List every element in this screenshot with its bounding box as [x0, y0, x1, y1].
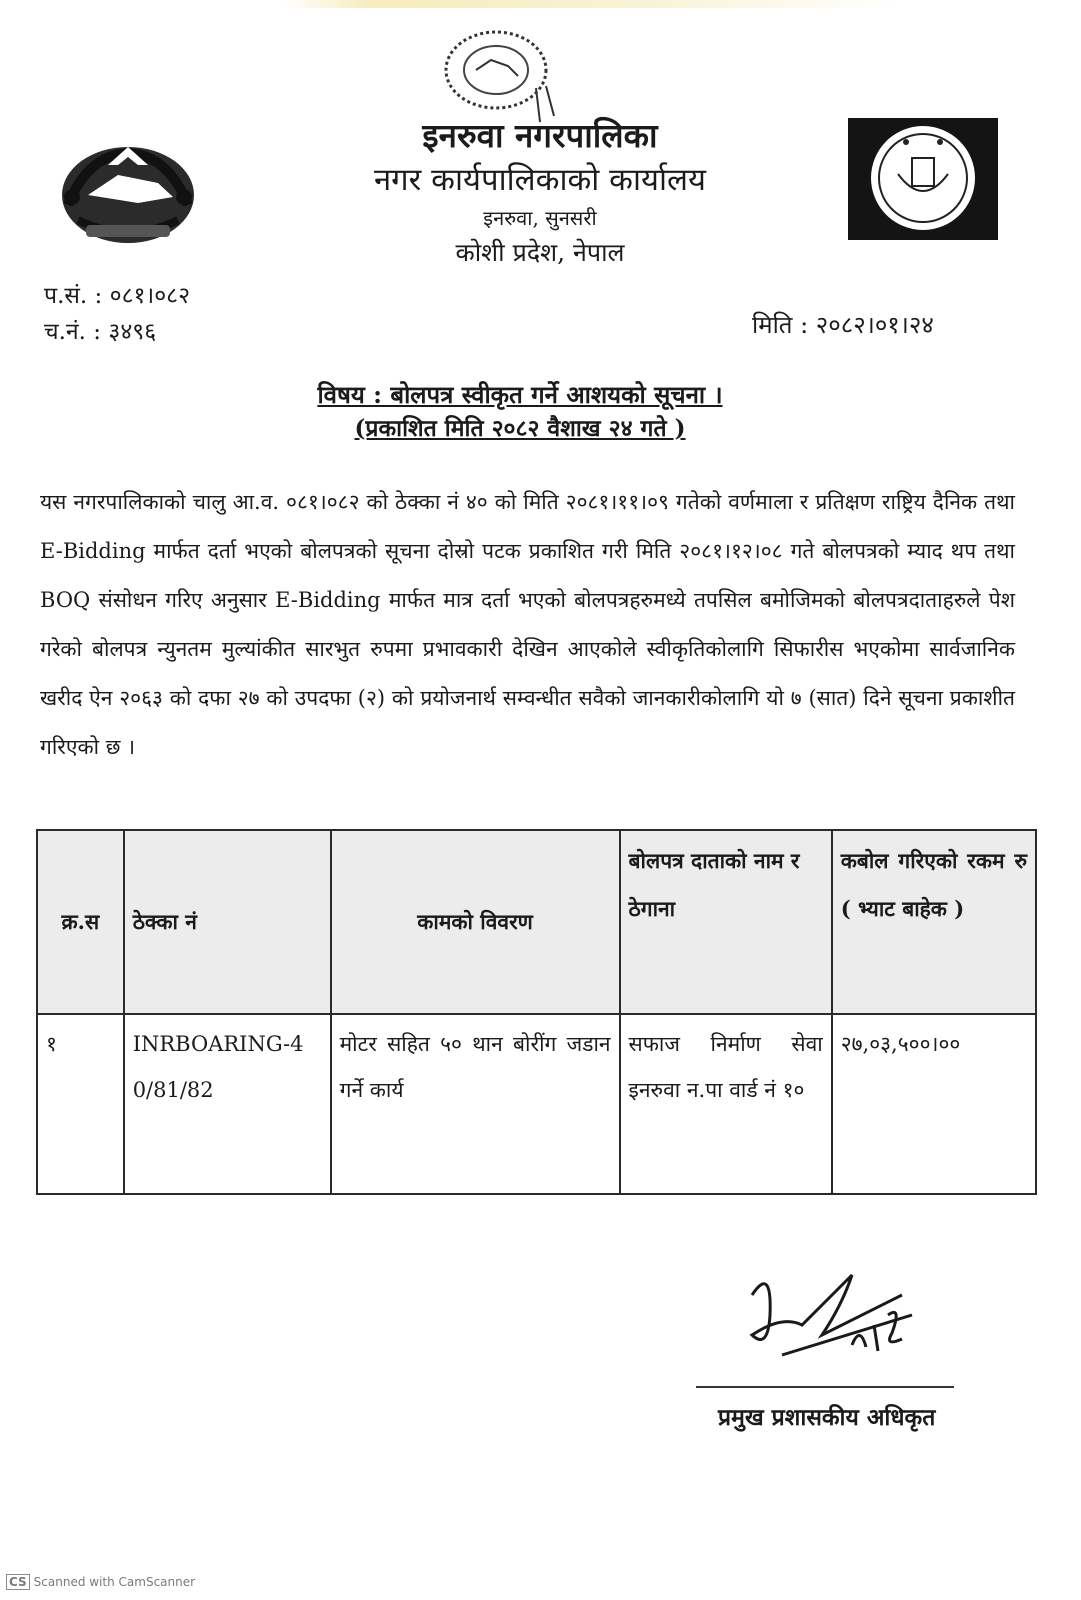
- notice-body: यस नगरपालिकाको चालु आ.व. ०८१।०८२ को ठेक्का नं ४० को मिति २०८१।११।०९ गतेको वर्णमाला र प्रतिक्षण राष्ट्रिय दैनिक तथा E-Bidding मार्फत दर्ता भएको बोलपत्रको सूचना दोस्रो पटक प्रकाशित गरी मिति २०८१।१२।०८ गते बोलपत्रको म्याद थप तथा BOQ संसोधन गरिए अनुसार E-Bidding मार्फत मात्र दर्ता भएको बोलपत्रहरुमध्ये तपसिल बमोजिमको बोलपत्रदाताहरुले पेश गरेको बोलपत्र न्युनतम मुल्यांकीत सारभुत रुपमा प्रभावकारी देखिन आएकोले स्वीकृतिकोलागि सिफारीस भएकोमा सार्वजानिक खरीद ऐन २०६३ को दफा २७ को उपदफा (२) को प्रयोजनार्थ सम्वन्धीत सवैको जानकारीकोलागि यो ७ (सात) दिने सूचना प्रकाशीत गरिएको छ ।: [40, 490, 1015, 759]
- camscanner-watermark: [6, 1574, 195, 1590]
- row-contract-number: INRBOARING-40/81/82: [124, 1014, 331, 1194]
- header-contract-number: ठेक्का नं: [124, 830, 331, 1014]
- subject-block: [240, 378, 800, 446]
- chalani-number: च.नं. : ३४९६: [44, 319, 157, 345]
- camscanner-text: Scanned with CamScanner: [33, 1575, 196, 1589]
- header-bidder-name-address: बोलपत्र दाताको नाम र ठेगाना: [620, 830, 832, 1014]
- header-work-description: कामको विवरण: [331, 830, 620, 1014]
- row-bidder-name-address: सफाज निर्माण सेवा इनरुवा न.पा वार्ड नं १०: [620, 1014, 832, 1194]
- letter-date: मिति : २०८२।०१।२४: [752, 311, 934, 339]
- row-bid-amount: २७,०३,५००।००: [832, 1014, 1036, 1194]
- publication-date-line: (प्रकाशित मिति २०८२ वैशाख २४ गते ): [354, 415, 686, 442]
- office-province: कोशी प्रदेश, नेपाल: [455, 238, 625, 267]
- header-bid-amount: कबोल गरिएको रकम रु ( भ्याट बाहेक ): [832, 830, 1036, 1014]
- office-location: इनरुवा, सुनसरी: [483, 206, 597, 230]
- table-header-row: [37, 830, 1036, 1014]
- municipality-name: इनरुवा नगरपालिका: [422, 116, 658, 155]
- tender-table: [36, 829, 1037, 1195]
- camscanner-badge: CS: [6, 1574, 30, 1590]
- letterhead: [300, 114, 780, 272]
- signatory-title: प्रमुख प्रशासकीय अधिकृत: [718, 1404, 936, 1431]
- row-work-description: मोटर सहित ५० थान बोरींग जडान गर्ने कार्य: [331, 1014, 620, 1194]
- municipality-logo-icon: [848, 118, 998, 240]
- handwritten-signature: [742, 1255, 942, 1375]
- subject-line: विषय : बोलपत्र स्वीकृत गर्ने आशयको सूचना ।: [317, 380, 723, 409]
- header-serial: क्र.स: [37, 830, 124, 1014]
- patra-sankhya: प.सं. : ०८१।०८२: [44, 283, 191, 309]
- signature-line: [696, 1386, 954, 1388]
- nepal-emblem-icon: [48, 125, 208, 255]
- row-serial: १: [37, 1014, 124, 1194]
- paper-stain: [280, 0, 900, 8]
- office-name: नगर कार्यपालिकाको कार्यालय: [373, 162, 707, 198]
- table-row: [37, 1014, 1036, 1194]
